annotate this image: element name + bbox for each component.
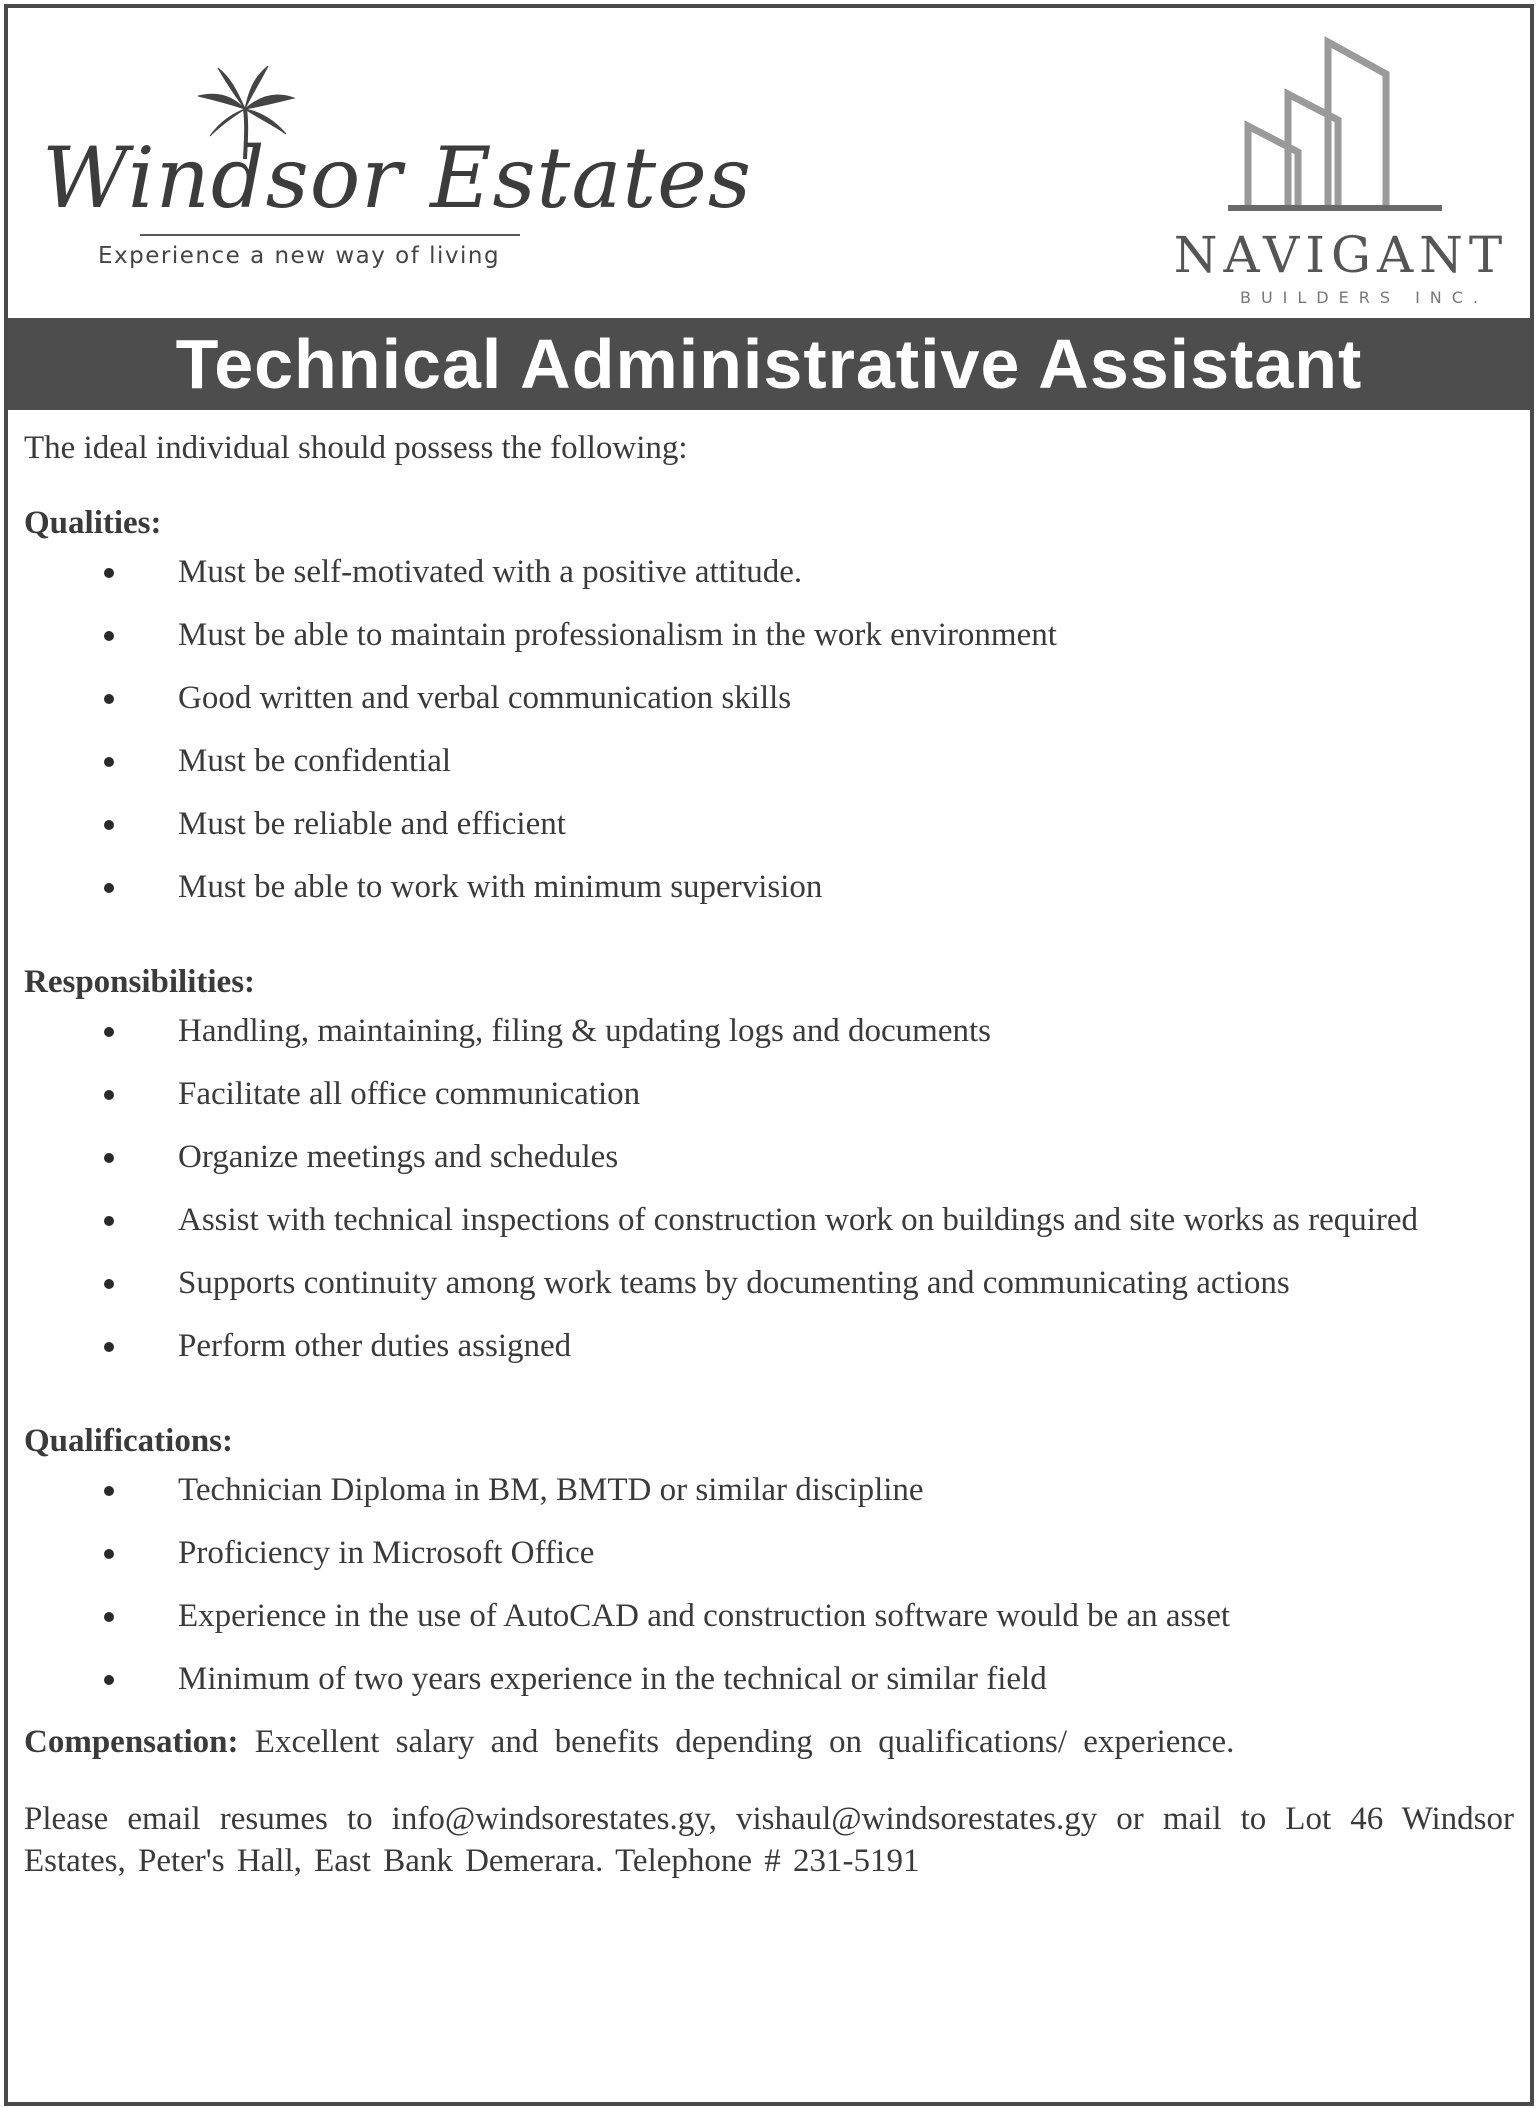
navigant-builders-logo xyxy=(1158,34,1518,314)
windsor-tagline: Experience a new way of living xyxy=(98,243,501,269)
list-item: Facilitate all office communication xyxy=(24,1074,1514,1114)
list-item: Organize meetings and schedules xyxy=(24,1137,1514,1177)
navigant-name: NAVIGANT xyxy=(1173,226,1509,284)
qualities-list xyxy=(24,552,1514,907)
job-description xyxy=(24,420,1514,1882)
qualifications-heading: Qualifications: xyxy=(24,1423,234,1459)
windsor-wordmark: Windsor Estates xyxy=(42,129,752,227)
list-item: Minimum of two years experience in the technical or similar field xyxy=(24,1659,1514,1699)
navigant-subtitle: BUILDERS INC. xyxy=(1239,288,1489,307)
list-item: Must be self-motivated with a positive attitude. xyxy=(24,552,1514,592)
list-item: Proficiency in Microsoft Office xyxy=(24,1533,1514,1573)
header-logos xyxy=(8,8,1530,316)
responsibilities-heading: Responsibilities: xyxy=(24,964,256,1000)
list-item: Must be confidential xyxy=(24,741,1514,781)
list-item: Assist with technical inspections of construction work on buildings and site works as required xyxy=(24,1200,1514,1240)
list-item: Perform other duties assigned xyxy=(24,1326,1514,1366)
compensation-text: Excellent salary and benefits depending on qualifications/ experience. xyxy=(254,1724,1235,1760)
list-item: Must be able to maintain professionalism in the work environment xyxy=(24,615,1514,655)
job-title-banner: Technical Administrative Assistant xyxy=(8,318,1530,410)
advertisement-frame xyxy=(4,4,1534,2106)
compensation-paragraph xyxy=(24,1722,1514,1762)
contact-paragraph: Please email resumes to info@windsorestates.gy, vishaul@windsorestates.gy or mail to Lot 46 Windsor Estates, Peter's Hall, East Bank Demerara. Telephone # 231-5191 xyxy=(24,1801,1514,1879)
list-item: Must be able to work with minimum supervision xyxy=(24,867,1514,907)
building-outline-icon xyxy=(1228,34,1458,214)
list-item: Good written and verbal communication skills xyxy=(24,678,1514,718)
windsor-estates-logo xyxy=(28,56,752,286)
qualities-heading: Qualities: xyxy=(24,505,162,541)
qualifications-list xyxy=(24,1470,1514,1699)
list-item: Must be reliable and efficient xyxy=(24,804,1514,844)
list-item: Handling, maintaining, filing & updating logs and documents xyxy=(24,1011,1514,1051)
list-item: Experience in the use of AutoCAD and construction software would be an asset xyxy=(24,1596,1514,1636)
compensation-label: Compensation: xyxy=(24,1724,239,1760)
intro-text: The ideal individual should possess the following: xyxy=(24,430,688,466)
list-item: Technician Diploma in BM, BMTD or similar discipline xyxy=(24,1470,1514,1510)
responsibilities-list xyxy=(24,1011,1514,1366)
logo-divider xyxy=(140,234,520,236)
list-item: Supports continuity among work teams by documenting and communicating actions xyxy=(24,1263,1514,1303)
